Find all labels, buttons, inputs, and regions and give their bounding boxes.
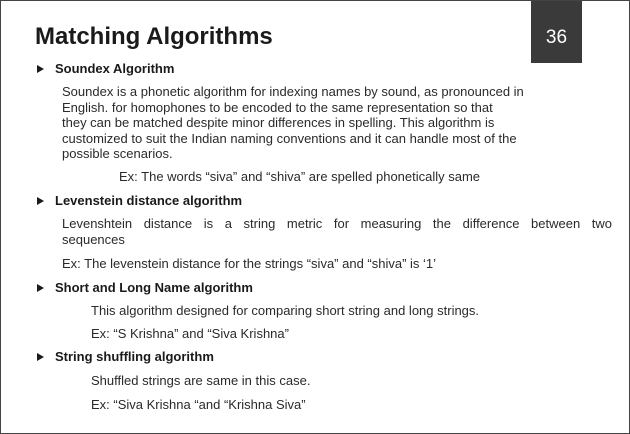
triangle-bullet-icon xyxy=(37,197,44,205)
paragraph-line: sequences xyxy=(62,231,125,247)
section-heading-text: Short and Long Name algorithm xyxy=(55,280,253,295)
page-number: 36 xyxy=(545,27,568,48)
levenstein-description xyxy=(62,216,612,247)
paragraph-line: they can be matched despite minor differences in spelling. This algorithm is xyxy=(62,115,495,130)
soundex-example: Ex: The words “siva” and “shiva” are spelled phonetically same xyxy=(119,169,481,184)
slide-title: Matching Algorithms xyxy=(35,23,273,50)
paragraph-line: English. for homophones to be encoded to the same representation so that xyxy=(62,99,493,115)
section-heading-shuffling xyxy=(37,349,214,364)
section-heading-levenstein xyxy=(37,193,242,208)
section-heading-text: Soundex Algorithm xyxy=(55,61,175,76)
shuffling-description: Shuffled strings are same in this case. xyxy=(91,373,311,388)
section-heading-short-long xyxy=(37,280,253,295)
paragraph-line: Levenshtein distance is a string metric for measuring the difference between two xyxy=(62,216,612,231)
paragraph-line: possible scenarios. xyxy=(62,146,173,161)
section-heading-text: Levenstein distance algorithm xyxy=(55,193,243,208)
triangle-bullet-icon xyxy=(37,353,44,361)
page-number-badge xyxy=(531,1,582,63)
section-heading-text: String shuffling algorithm xyxy=(55,349,214,364)
section-heading-soundex xyxy=(37,61,174,76)
short-long-example: Ex: “S Krishna” and “Siva Krishna” xyxy=(91,326,289,341)
levenstein-example: Ex: The levenstein distance for the strings “siva” and “shiva” is ‘1’ xyxy=(62,256,437,271)
short-long-description: This algorithm designed for comparing short string and long strings. xyxy=(91,303,480,318)
triangle-bullet-icon xyxy=(37,284,44,292)
paragraph-line: customized to suit the Indian naming conventions and it can handle most of the xyxy=(62,130,517,146)
paragraph-line: Soundex is a phonetic algorithm for indexing names by sound, as pronounced in xyxy=(62,84,524,99)
shuffling-example: Ex: “Siva Krishna “and “Krishna Siva” xyxy=(91,397,306,412)
soundex-description xyxy=(62,84,572,162)
triangle-bullet-icon xyxy=(37,65,44,73)
